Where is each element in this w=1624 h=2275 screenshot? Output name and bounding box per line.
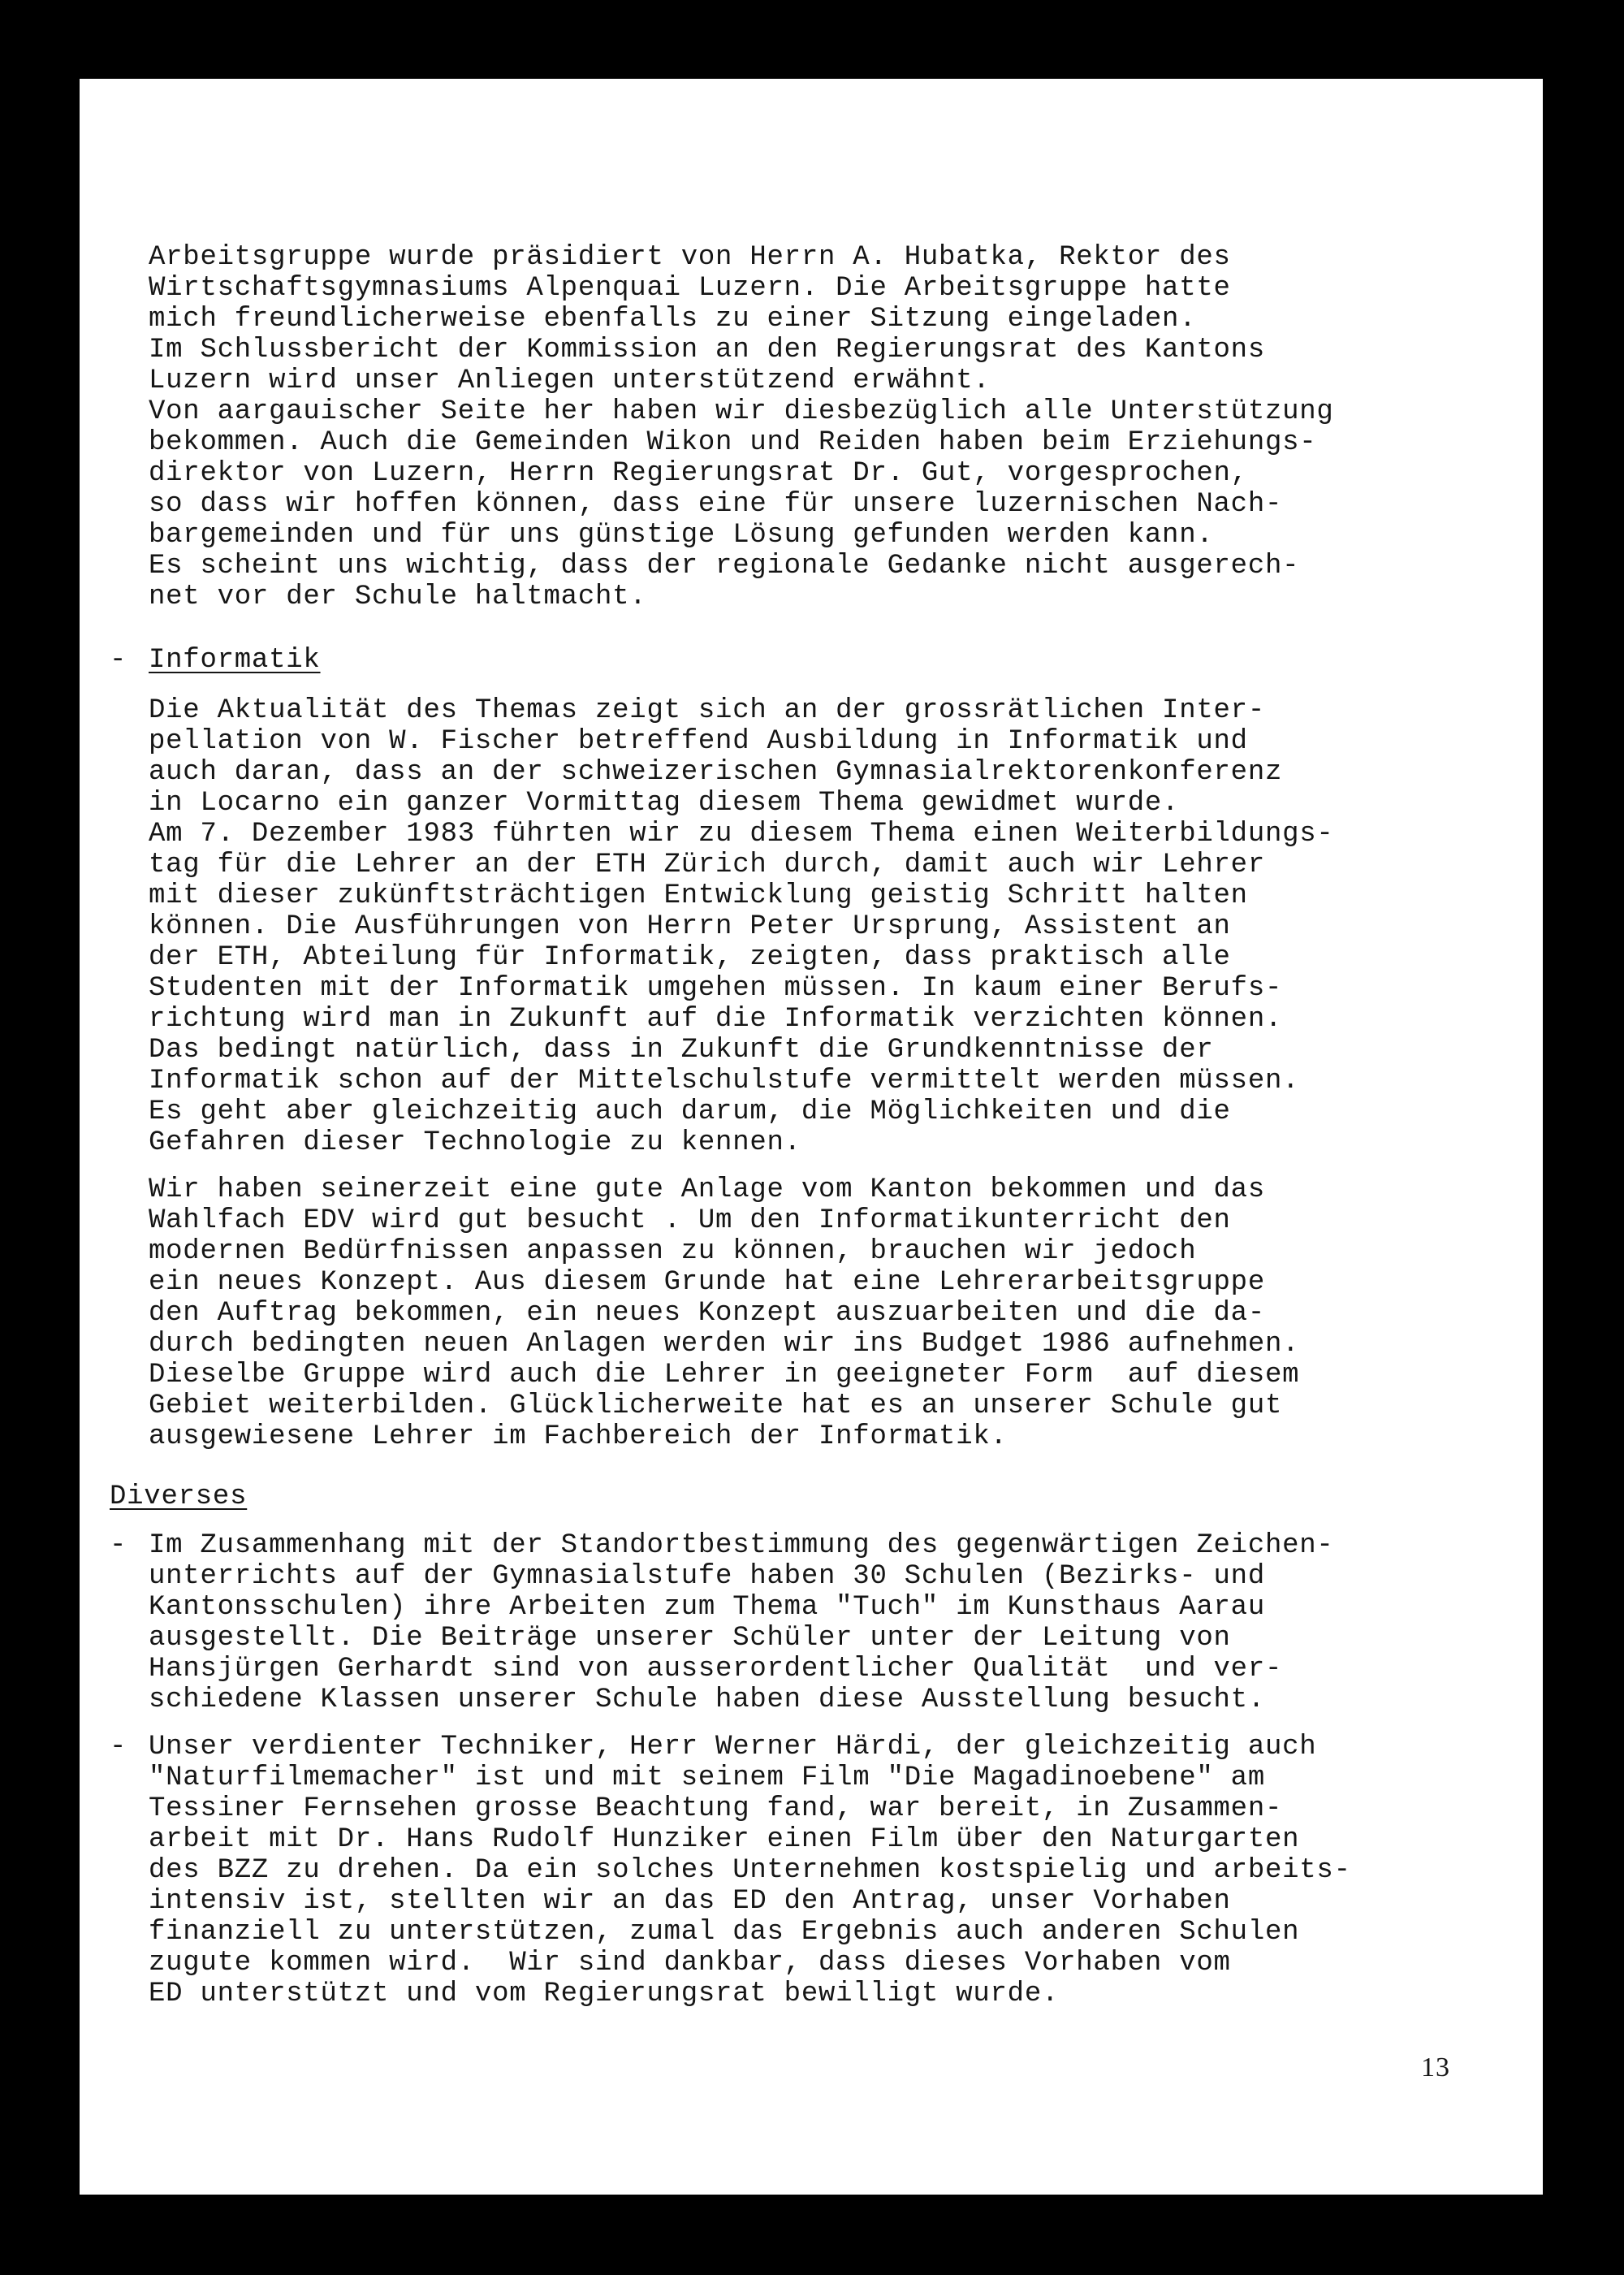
text-line: Arbeitsgruppe wurde präsidiert von Herrn A. Hubatka, Rektor des bbox=[149, 242, 1231, 273]
text-line: auch daran, dass an der schweizerischen Gymnasialrektorenkonferenz bbox=[149, 757, 1283, 788]
text-line: Wahlfach EDV wird gut besucht . Um den Informatikunterricht den bbox=[149, 1205, 1231, 1236]
text-line: mit dieser zukünftsträchtigen Entwicklung geistig Schritt halten bbox=[149, 880, 1248, 911]
list-dash: - bbox=[110, 645, 127, 676]
text-line: richtung wird man in Zukunft auf die Informatik verzichten können. bbox=[149, 1004, 1283, 1035]
text-line: Gebiet weiterbilden. Glücklicherweite hat es an unserer Schule gut bbox=[149, 1391, 1283, 1421]
document-page bbox=[80, 79, 1543, 2195]
text-line: Wirtschaftsgymnasiums Alpenquai Luzern. Die Arbeitsgruppe hatte bbox=[149, 273, 1231, 304]
text-line: Kantonsschulen) ihre Arbeiten zum Thema "Tuch" im Kunsthaus Aarau bbox=[149, 1592, 1265, 1623]
text-line: arbeit mit Dr. Hans Rudolf Hunziker einen Film über den Naturgarten bbox=[149, 1824, 1300, 1855]
text-line: so dass wir hoffen können, dass eine für unsere luzernischen Nach- bbox=[149, 489, 1283, 520]
text-line: den Auftrag bekommen, ein neues Konzept auszuarbeiten und die da- bbox=[149, 1298, 1265, 1329]
text-line: modernen Bedürfnissen anpassen zu können, brauchen wir jedoch bbox=[149, 1236, 1197, 1267]
section-heading-diverses: Diverses bbox=[110, 1481, 248, 1512]
text-line: unterrichts auf der Gymnasialstufe haben 30 Schulen (Bezirks- und bbox=[149, 1561, 1265, 1592]
text-line: Studenten mit der Informatik umgehen müssen. In kaum einer Berufs- bbox=[149, 973, 1283, 1004]
text-line: direktor von Luzern, Herrn Regierungsrat Dr. Gut, vorgesprochen, bbox=[149, 458, 1248, 489]
text-line: Im Schlussbericht der Kommission an den Regierungsrat des Kantons bbox=[149, 335, 1265, 365]
text-line: Wir haben seinerzeit eine gute Anlage vom Kanton bekommen und das bbox=[149, 1174, 1265, 1205]
text-line: ausgewiesene Lehrer im Fachbereich der Informatik. bbox=[149, 1421, 1008, 1452]
text-line: ausgestellt. Die Beiträge unserer Schüler unter der Leitung von bbox=[149, 1623, 1231, 1654]
text-line: tag für die Lehrer an der ETH Zürich durch, damit auch wir Lehrer bbox=[149, 850, 1265, 880]
text-line: der ETH, Abteilung für Informatik, zeigten, dass praktisch alle bbox=[149, 942, 1231, 973]
text-line: Hansjürgen Gerhardt sind von ausserordentlicher Qualität und ver- bbox=[149, 1654, 1283, 1685]
text-line: Von aargauischer Seite her haben wir diesbezüglich alle Unterstützung bbox=[149, 396, 1334, 427]
list-dash: - bbox=[110, 1530, 127, 1561]
text-line: in Locarno ein ganzer Vormittag diesem Thema gewidmet wurde. bbox=[149, 788, 1180, 819]
text-line: Am 7. Dezember 1983 führten wir zu diesem Thema einen Weiterbildungs- bbox=[149, 819, 1334, 850]
text-line: Das bedingt natürlich, dass in Zukunft die Grundkenntnisse der bbox=[149, 1035, 1214, 1066]
text-line: net vor der Schule haltmacht. bbox=[149, 582, 647, 612]
text-line: mich freundlicherweise ebenfalls zu einer Sitzung eingeladen. bbox=[149, 304, 1197, 335]
text-line: ED unterstützt und vom Regierungsrat bewilligt wurde. bbox=[149, 1979, 1060, 2009]
text-line: Informatik schon auf der Mittelschulstufe vermittelt werden müssen. bbox=[149, 1066, 1300, 1096]
text-line: schiedene Klassen unserer Schule haben diese Ausstellung besucht. bbox=[149, 1685, 1265, 1715]
text-line: pellation von W. Fischer betreffend Ausbildung in Informatik und bbox=[149, 726, 1248, 757]
text-line: Unser verdienter Techniker, Herr Werner Härdi, der gleichzeitig auch bbox=[149, 1732, 1317, 1762]
text-line: finanziell zu unterstützen, zumal das Ergebnis auch anderen Schulen bbox=[149, 1917, 1300, 1948]
text-line: ein neues Konzept. Aus diesem Grunde hat eine Lehrerarbeitsgruppe bbox=[149, 1267, 1265, 1298]
page-number: 13 bbox=[1421, 2052, 1450, 2083]
text-line: bargemeinden und für uns günstige Lösung gefunden werden kann. bbox=[149, 520, 1214, 551]
text-line: Es scheint uns wichtig, dass der regionale Gedanke nicht ausgerech- bbox=[149, 551, 1300, 582]
list-dash: - bbox=[110, 1732, 127, 1762]
text-line: durch bedingten neuen Anlagen werden wir ins Budget 1986 aufnehmen. bbox=[149, 1329, 1300, 1360]
section-heading-informatik: Informatik bbox=[149, 645, 321, 676]
text-line: Die Aktualität des Themas zeigt sich an der grossrätlichen Inter- bbox=[149, 695, 1265, 726]
text-line: "Naturfilmemacher" ist und mit seinem Film "Die Magadinoebene" am bbox=[149, 1762, 1265, 1793]
text-line: Es geht aber gleichzeitig auch darum, die Möglichkeiten und die bbox=[149, 1096, 1231, 1127]
text-line: zugute kommen wird. Wir sind dankbar, dass dieses Vorhaben vom bbox=[149, 1948, 1231, 1979]
text-line: intensiv ist, stellten wir an das ED den Antrag, unser Vorhaben bbox=[149, 1886, 1231, 1917]
text-line: Tessiner Fernsehen grosse Beachtung fand, war bereit, in Zusammen- bbox=[149, 1793, 1283, 1824]
text-line: Dieselbe Gruppe wird auch die Lehrer in geeigneter Form auf diesem bbox=[149, 1360, 1300, 1391]
text-line: Luzern wird unser Anliegen unterstützend erwähnt. bbox=[149, 365, 991, 396]
text-line: Gefahren dieser Technologie zu kennen. bbox=[149, 1127, 801, 1158]
text-line: Im Zusammenhang mit der Standortbestimmung des gegenwärtigen Zeichen- bbox=[149, 1530, 1334, 1561]
text-line: des BZZ zu drehen. Da ein solches Unternehmen kostspielig und arbeits- bbox=[149, 1855, 1351, 1886]
text-line: bekommen. Auch die Gemeinden Wikon und Reiden haben beim Erziehungs- bbox=[149, 427, 1317, 458]
text-line: können. Die Ausführungen von Herrn Peter Ursprung, Assistent an bbox=[149, 911, 1231, 942]
